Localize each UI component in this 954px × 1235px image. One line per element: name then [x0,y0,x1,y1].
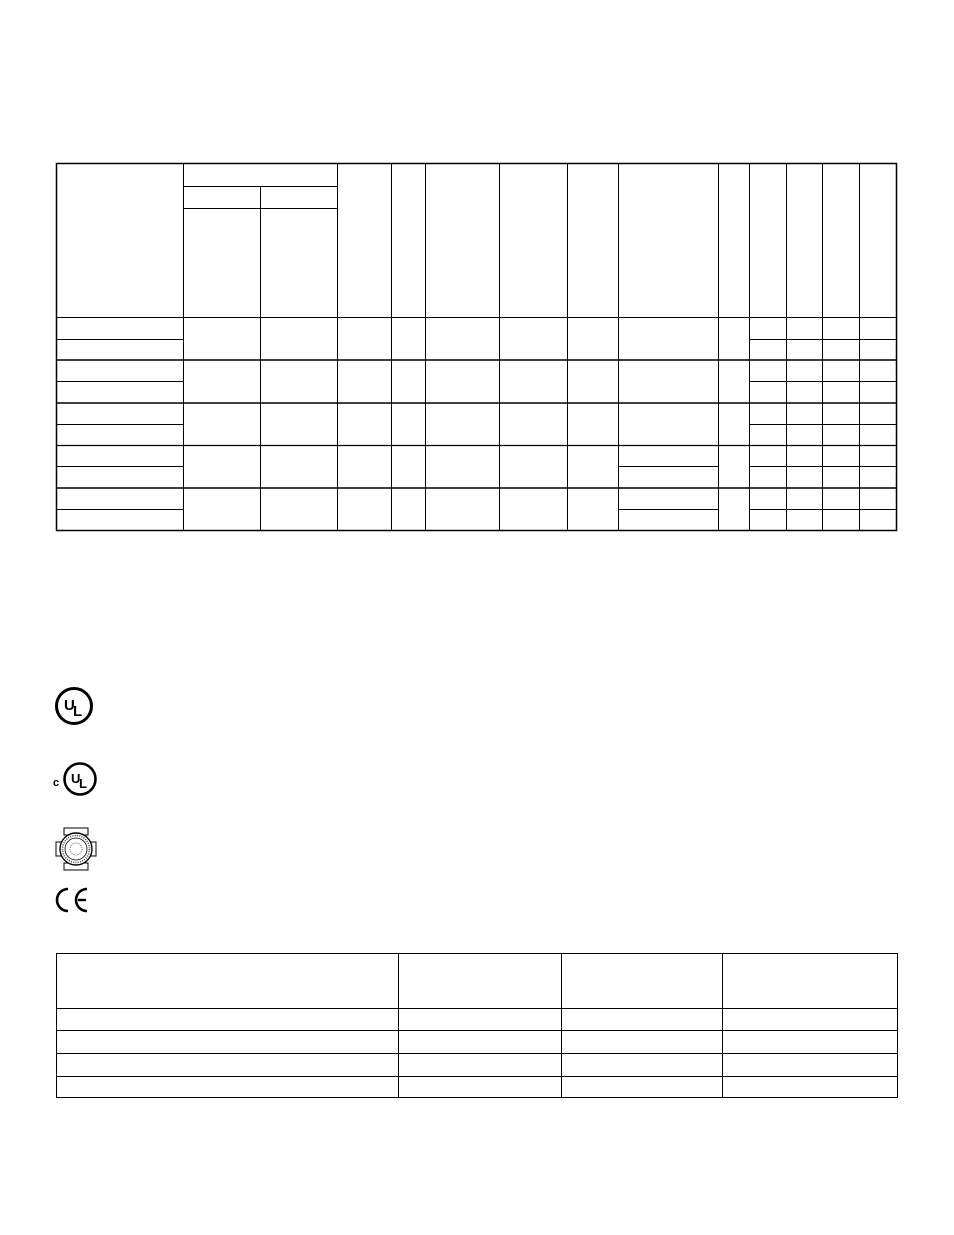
svg-text:U: U [64,697,75,714]
svg-text:L: L [73,703,83,720]
svg-text:U: U [71,771,81,786]
svg-text:c: c [53,777,60,789]
svg-text:L: L [79,776,87,791]
